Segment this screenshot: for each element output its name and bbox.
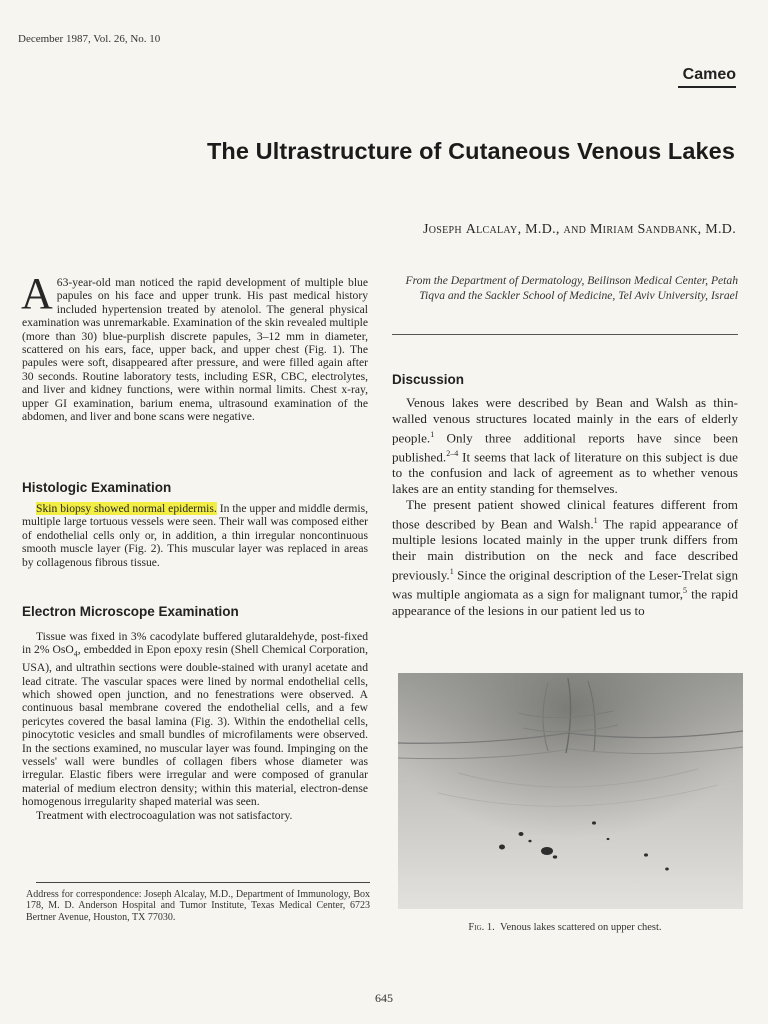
author2-degree: , M.D.	[697, 222, 736, 237]
author1-last: Alcalay	[465, 222, 518, 237]
histologic-text: In the upper and middle dermis, multiple large tortuous vessels were seen. Their wall was composed either of endothelial cells only or, in addition, a thin irregular noncontinuous smooth muscle layer (Fig. 2). This muscular layer was replaced in areas by collagenous fibrous tissue.	[22, 502, 368, 569]
intro-text: 63-year-old man noticed the rapid development of multiple blue papules on his face and upper trunk. His past medical history included hypertension treated by atenolol. The general physical examination was unremarkable. Examination of the skin revealed multiple (more than 30) blue-purplish discrete papules, 3–12 mm in diameter, scattered on his ears, face, upper back, and upper chest (Fig. 1). The papules were soft, disappeared after pressure, and were filled again after 30 seconds. Routine laboratory tests, including ESR, CBC, electrolytes, and liver and kidney functions, were within normal limits. Chest x-ray, upper GI examination, barium enema, ultrasound examination of the abdomen, and liver and bone scans were negative.	[22, 276, 368, 424]
discussion-paragraph-1: Venous lakes were described by Bean and Walsh as thin-walled venous structures located mainly in the ears of elderly people.$^1$ Only three additional reports have since been published.$^{2-4}$ It seems that lack of literature on this subject is due to the confusion and lack of agreement as to whether venous lakes are an entity standing for themselves.	[392, 395, 738, 497]
figure-1-caption	[392, 922, 738, 933]
author2-first: Miriam	[589, 222, 634, 237]
section-underline	[678, 86, 736, 88]
author2-last: Sandbank	[637, 222, 698, 237]
histologic-paragraph	[22, 502, 368, 569]
discussion-paragraph-2: The present patient showed clinical features different from those described by Bean and Walsh.$^1$ The rapid appearance of multiple lesions located mainly in the upper trunk differs from their main distribution on the neck and face described previously.$^1$ Since the original description of the Leser-Trelat sign was multiple angiomata as a sign for malignant tumor,$^5$ the rapid appearance of the lesions in our patient led us to	[392, 497, 739, 618]
author-line	[250, 222, 736, 238]
section-label: Cameo	[682, 66, 736, 83]
author-affiliation: From the Department of Dermatology, Beilinson Medical Center, Petah Tiqva and the Sackler School of Medicine, Tel Aviv University, Israel	[405, 274, 738, 302]
em-paragraph-2: Treatment with electrocoagulation was not satisfactory.	[36, 808, 293, 822]
figure-1-photo	[398, 673, 743, 909]
correspondence-footnote: Address for correspondence: Joseph Alcalay, M.D., Department of Immunology, Box 178, M. D. Anderson Hospital and Tumor Institute, Texas Medical Center, 6723 Bertner Avenue, Houston, TX 77030.	[26, 889, 370, 923]
affiliation-divider	[392, 334, 738, 335]
discussion-heading: Discussion	[392, 372, 465, 387]
author1-degree: , M.D.,	[517, 222, 560, 237]
author1-first: Joseph	[422, 222, 462, 237]
em-paragraph-1: Tissue was fixed in 3% cacodylate buffered glutaraldehyde, post-fixed in 2% OsO$_4$, embedded in Epon epoxy resin (Shell Chemical Corporation, USA), and ultrathin sections were double-stained with uranyl acetate and lead citrate. The vascular spaces were lined by normal endothelial cells, which showed open junction, and no fenestrations were observed. A continuous basal membrane covered the endothelial cells, and a few pericytes covered the basal lamina (Fig. 3). Within the endothelial cells, pinocytotic vesicles and small bundles of microfilaments were observed. In the sections examined, no muscular layer was found. Impinging on the vessels' wall were bundles of collagen fibers whose diameter was irregular. Elastic fibers were irregular and were composed of granular material of medium electron density; within this material, electron-dense homogenous irregularity shaped material was seen.	[22, 630, 368, 809]
footnote-divider	[36, 882, 370, 883]
journal-issue-line: December 1987, Vol. 26, No. 10	[18, 33, 161, 45]
intro-paragraph	[21, 269, 368, 424]
discussion-section	[392, 395, 738, 619]
caption-text: Venous lakes scattered on upper chest.	[500, 922, 662, 933]
drop-cap: A	[21, 269, 53, 318]
histologic-heading: Histologic Examination	[22, 480, 172, 495]
chest-photograph	[398, 673, 743, 909]
article-title: The Ultrastructure of Cutaneous Venous Lakes	[206, 138, 735, 164]
page-number: 645	[375, 991, 393, 1005]
author-and: and	[563, 222, 587, 237]
caption-label: Fig. 1.	[468, 922, 495, 933]
electron-microscope-section	[22, 630, 368, 822]
electron-microscope-heading: Electron Microscope Examination	[22, 604, 239, 619]
highlighted-sentence: Skin biopsy showed normal epidermis.	[36, 502, 217, 515]
